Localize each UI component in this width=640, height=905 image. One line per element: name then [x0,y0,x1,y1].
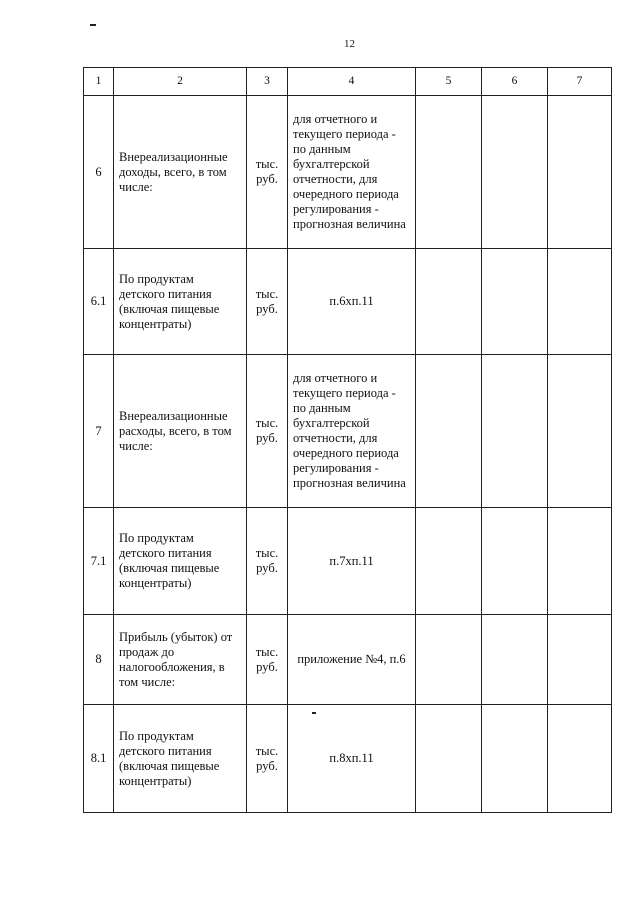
column-header: 5 [416,68,482,96]
table-row [84,355,612,508]
unit-cell: тыс. руб. [247,705,288,813]
value-cell-7 [548,249,612,355]
indicator-name: Внереализационные расходы, всего, в том числе: [114,355,247,508]
value-cell-5 [416,508,482,615]
table-row [84,508,612,615]
value-cell-5 [416,96,482,249]
value-cell-7 [548,355,612,508]
value-cell-7 [548,705,612,813]
value-cell-6 [482,705,548,813]
source-cell: п.6хп.11 [288,249,416,355]
value-cell-5 [416,615,482,705]
indicator-name: По продуктам детского питания (включая пищевые концентраты) [114,508,247,615]
column-header: 2 [114,68,247,96]
table-row [84,705,612,813]
value-cell-5 [416,705,482,813]
value-cell-6 [482,355,548,508]
value-cell-6 [482,508,548,615]
table-row [84,249,612,355]
row-number: 7 [84,355,114,508]
page-number: 12 [344,38,355,50]
column-header: 3 [247,68,288,96]
unit-cell: тыс. руб. [247,508,288,615]
scan-speck [90,24,96,26]
indicator-name: Внереализационные доходы, всего, в том числе: [114,96,247,249]
column-header: 7 [548,68,612,96]
value-cell-6 [482,615,548,705]
unit-cell: тыс. руб. [247,96,288,249]
table-row [84,615,612,705]
indicator-name: По продуктам детского питания (включая пищевые концентраты) [114,705,247,813]
column-header: 4 [288,68,416,96]
column-header: 1 [84,68,114,96]
source-cell: для отчетного и текущего периода - по данным бухгалтерской отчетности, для очередного периода регулирования - прогнозная величина [288,355,416,508]
source-cell: п.7хп.11 [288,508,416,615]
value-cell-6 [482,249,548,355]
indicator-name: По продуктам детского питания (включая пищевые концентраты) [114,249,247,355]
row-number: 7.1 [84,508,114,615]
value-cell-6 [482,96,548,249]
row-number: 8 [84,615,114,705]
column-header: 6 [482,68,548,96]
unit-cell: тыс. руб. [247,355,288,508]
row-number: 6 [84,96,114,249]
indicator-name: Прибыль (убыток) от продаж до налогообложения, в том числе: [114,615,247,705]
unit-cell: тыс. руб. [247,615,288,705]
unit-cell: тыс. руб. [247,249,288,355]
data-table [83,67,612,813]
source-cell: приложение №4, п.6 [288,615,416,705]
row-number: 8.1 [84,705,114,813]
value-cell-7 [548,96,612,249]
source-cell: для отчетного и текущего периода - по данным бухгалтерской отчетности, для очередного периода регулирования - прогнозная величина [288,96,416,249]
row-number: 6.1 [84,249,114,355]
table-header-row [84,68,612,96]
source-cell: п.8хп.11 [288,705,416,813]
value-cell-5 [416,249,482,355]
value-cell-7 [548,615,612,705]
value-cell-7 [548,508,612,615]
value-cell-5 [416,355,482,508]
table-row [84,96,612,249]
